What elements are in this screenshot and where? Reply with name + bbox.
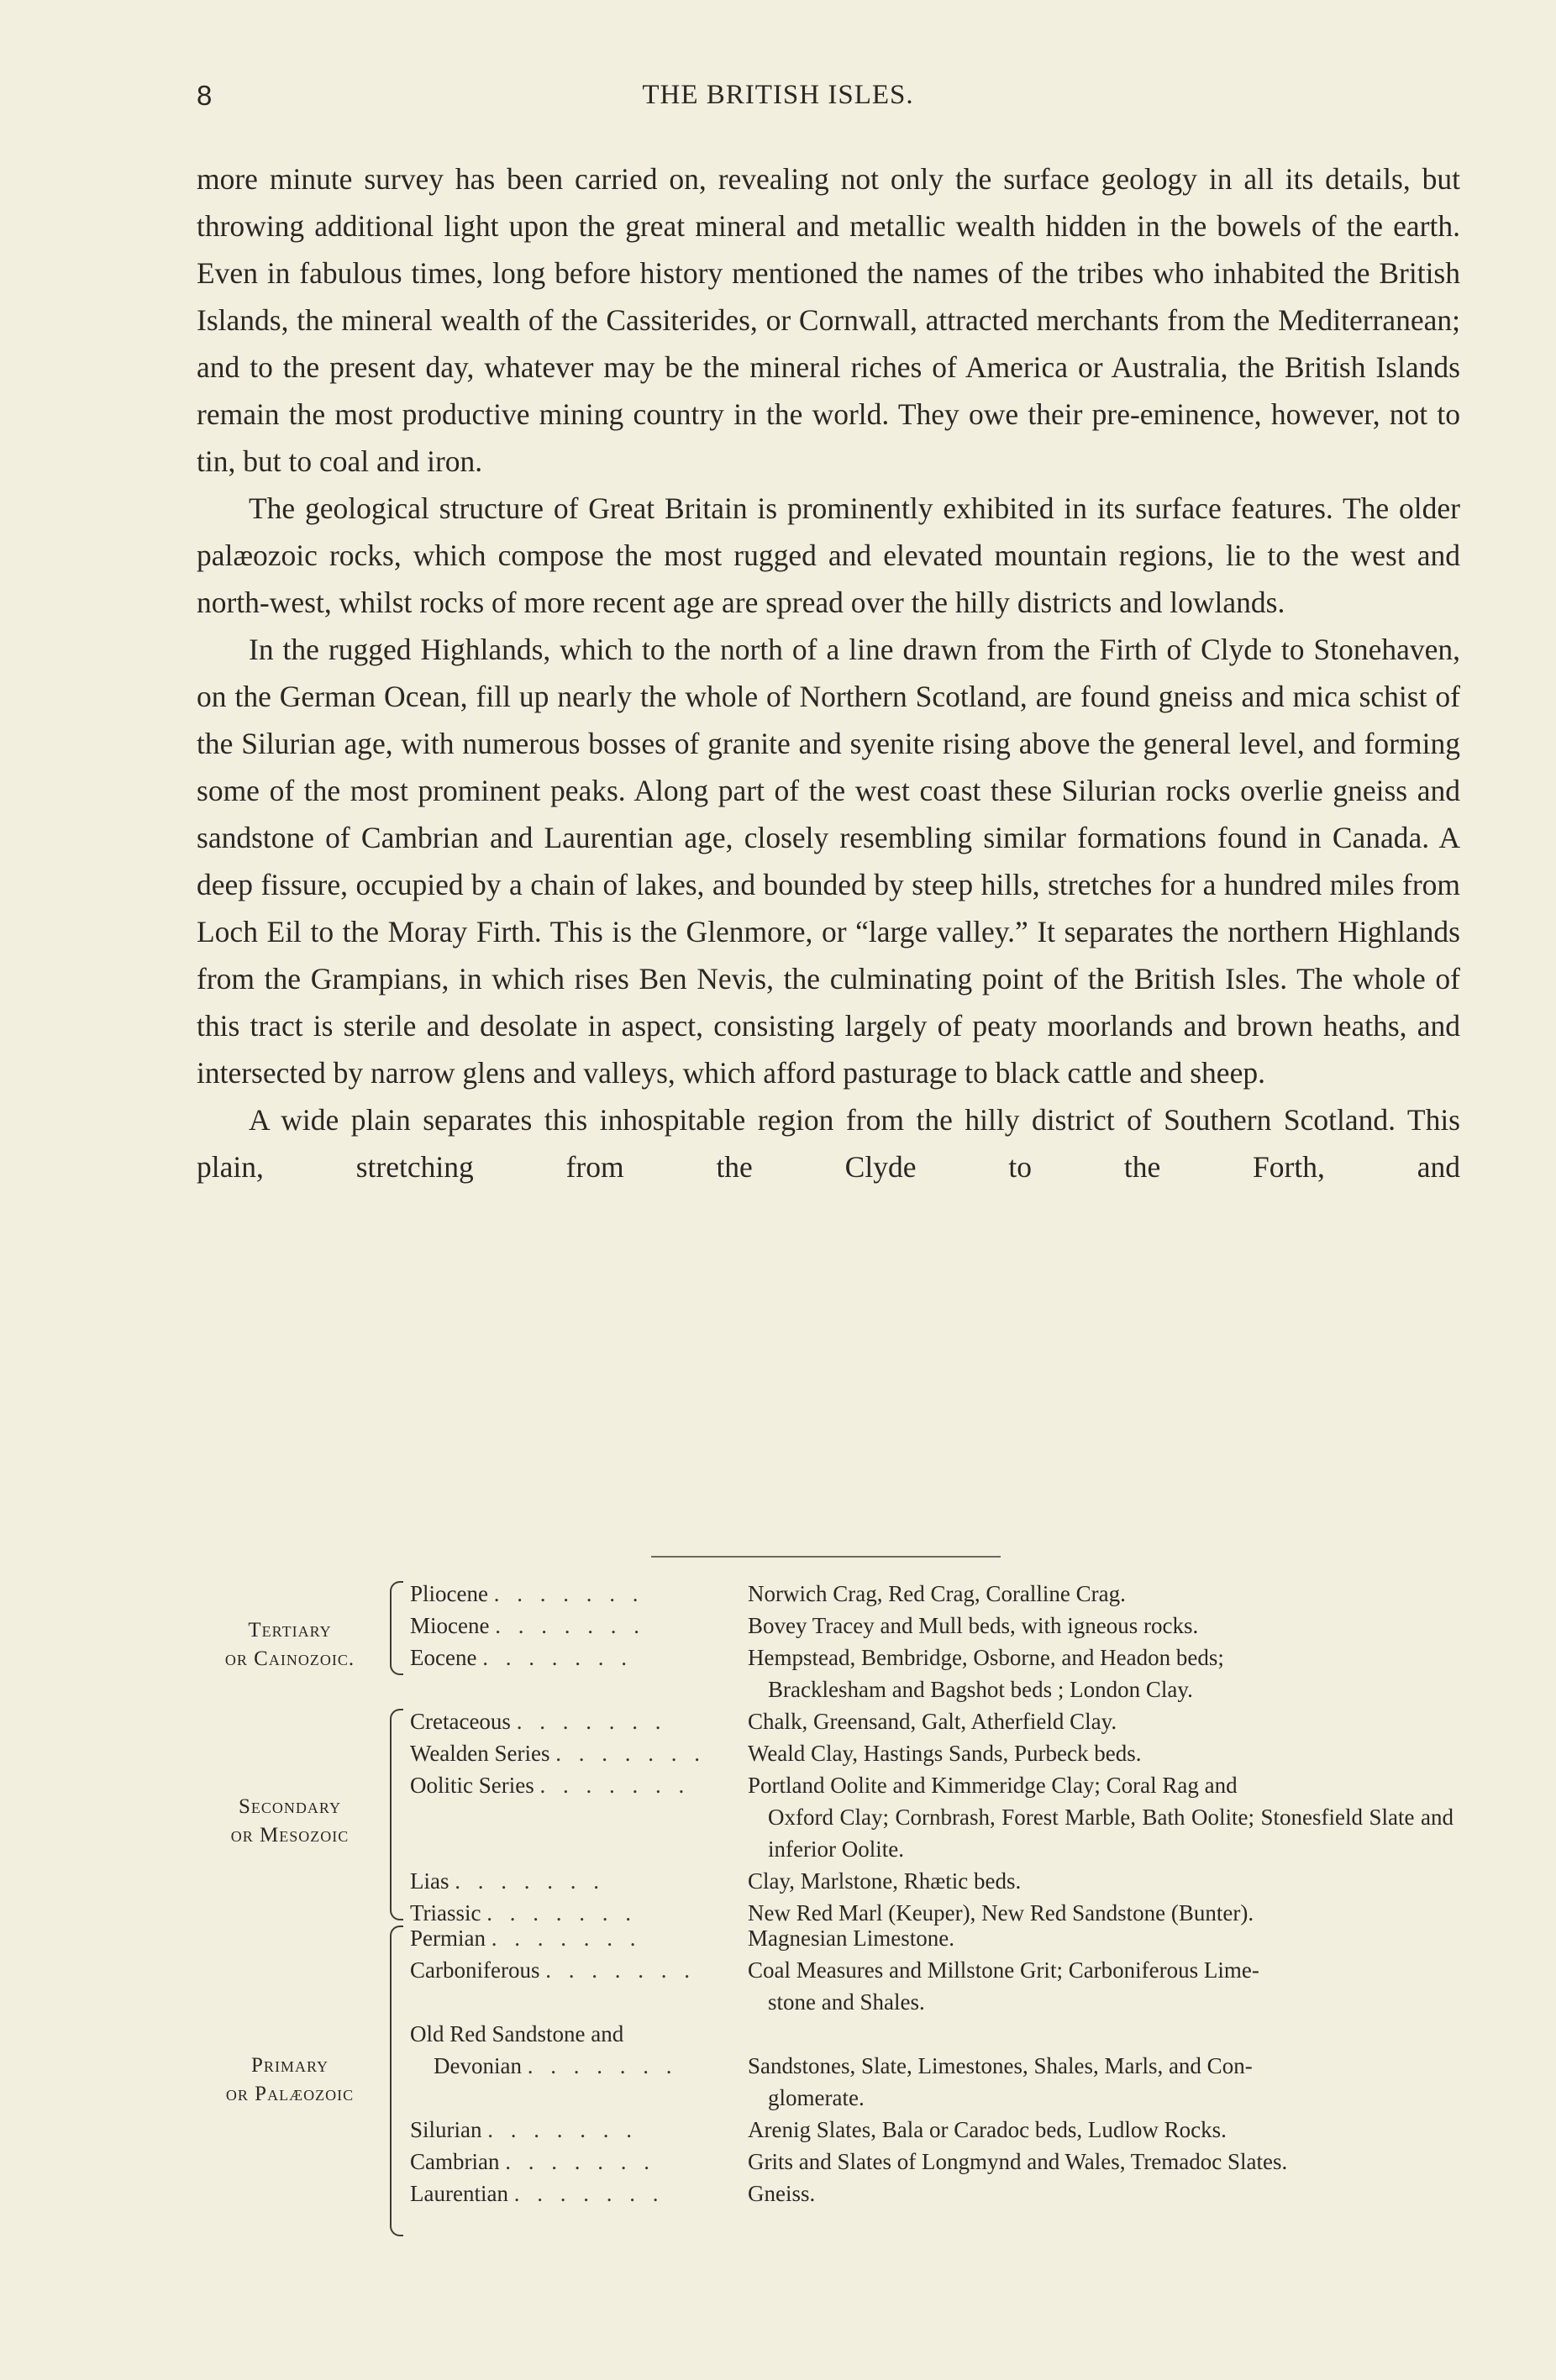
- formation: Silurian . . . . . . .: [410, 2117, 638, 2142]
- formation: Devonian . . . . . . .: [434, 2053, 678, 2078]
- formation: Eocene . . . . . . .: [410, 1645, 633, 1670]
- table-row: [190, 1705, 1467, 1737]
- examples: Grits and Slates of Longmynd and Wales, Tremadoc Slates.: [748, 2149, 1288, 2174]
- formation: Miocene . . . . . . .: [410, 1613, 645, 1638]
- examples: Weald Clay, Hastings Sands, Purbeck beds.: [748, 1741, 1142, 1766]
- examples: Portland Oolite and Kimmeridge Clay; Coral Rag and Oxford Clay; Cornbrash, Forest Marble, Bath Oolite; Stonesfield Slate and inferior Oolite.: [748, 1773, 1453, 1862]
- examples: Bovey Tracey and Mull beds, with igneous rocks.: [748, 1613, 1199, 1638]
- table-row: [190, 1954, 1467, 2018]
- table-row: [190, 1865, 1467, 1897]
- body-text: [197, 155, 1460, 1190]
- formation: Pliocene . . . . . . .: [410, 1581, 644, 1606]
- examples: [748, 2018, 1453, 2050]
- table-row: [190, 2018, 1467, 2050]
- formation: Oolitic Series . . . . . . .: [410, 1773, 691, 1798]
- group-secondary: [190, 1705, 1467, 1926]
- paragraph-4: A wide plain separates this inhospitable region from the hilly district of Southern Scotland. This plain, stretching from the Clyde to the Forth, and: [197, 1103, 1460, 1184]
- section-divider: [651, 1556, 1001, 1558]
- table-row: [190, 1642, 1467, 1705]
- examples: New Red Marl (Keuper), New Red Sandstone (Bunter).: [748, 1900, 1254, 1926]
- formation: Carboniferous . . . . . . .: [410, 1957, 696, 1983]
- examples: Clay, Marlstone, Rhætic beds.: [748, 1868, 1022, 1894]
- examples: Arenig Slates, Bala or Caradoc beds, Ludlow Rocks.: [748, 2117, 1227, 2142]
- formation: Lias . . . . . . .: [410, 1868, 605, 1894]
- table-row: [190, 1922, 1467, 1954]
- examples: Sandstones, Slate, Limestones, Shales, Marls, and Con- glomerate.: [748, 2053, 1253, 2110]
- examples: Norwich Crag, Red Crag, Coralline Crag.: [748, 1581, 1126, 1606]
- paragraph-3: In the rugged Highlands, which to the north of a line drawn from the Firth of Clyde to Stonehaven, on the German Ocean, fill up nearly the whole of Northern Scotland, are found gneiss and mica schist of the Silurian age, with numerous bosses of granite and syenite rising above the general level, and forming some of the most prominent peaks. Along part of the west coast these Silurian rocks overlie gneiss and sandstone of Cambrian and Laurentian age, closely resembling similar formations found in Canada. A deep fissure, occupied by a chain of lakes, and bounded by steep hills, stretches for a hundred miles from Loch Eil to the Moray Firth. This is the Glenmore, or “large valley.” It separates the northern Highlands from the Grampians, in which rises Ben Nevis, the culminating point of the British Isles. The whole of this tract is sterile and desolate in aspect, consisting largely of peaty moorlands and brown heaths, and intersected by narrow glens and valleys, which afford pasturage to black cattle and sheep.: [197, 633, 1460, 1090]
- examples: Coal Measures and Millstone Grit; Carboniferous Lime- stone and Shales.: [748, 1957, 1259, 2015]
- formation: Cambrian . . . . . . .: [410, 2149, 655, 2174]
- table-row: [190, 1769, 1467, 1865]
- table-row: [190, 2178, 1467, 2209]
- paragraph-1: more minute survey has been carried on, revealing not only the surface geology in all its details, but throwing additional light upon the great mineral and metallic wealth hidden in the bowels of the earth. Even in fabulous times, long before history mentioned the names of the tribes who inhabited the British Islands, the mineral wealth of the Cassiterides, or Cornwall, attracted merchants from the Mediterranean; and to the present day, whatever may be the mineral riches of America or Australia, the British Islands remain the most productive mining country in the world. They owe their pre-eminence, however, not to tin, but to coal and iron.: [197, 162, 1460, 478]
- group-label-line: Primary: [251, 2054, 329, 2077]
- group-label-line: or Cainozoic.: [224, 1647, 355, 1670]
- group-label-line: Secondary: [239, 1795, 341, 1818]
- geological-table: [190, 1578, 1467, 2241]
- group-label-line: or Palæozoic: [225, 2083, 355, 2105]
- table-row: [190, 2114, 1467, 2146]
- formation: Wealden Series . . . . . . .: [410, 1741, 707, 1766]
- group-label-line: Tertiary: [248, 1619, 332, 1642]
- table-row: [190, 2050, 1467, 2114]
- paragraph-2: The geological structure of Great Britain is prominently exhibited in its surface features. The older palæozoic rocks, which compose the most rugged and elevated mountain regions, lie to the west and north-west, whilst rocks of more recent age are spread over the hilly districts and lowlands.: [197, 491, 1460, 619]
- formation: Old Red Sandstone and: [410, 2021, 624, 2046]
- page-number: 8: [197, 80, 213, 111]
- formation: Laurentian . . . . . . .: [410, 2181, 665, 2206]
- examples: Magnesian Limestone.: [748, 1926, 954, 1951]
- examples: Hempstead, Bembridge, Osborne, and Headon beds; Bracklesham and Bagshot beds ; London Clay.: [748, 1645, 1224, 1702]
- table-row: [190, 1610, 1467, 1642]
- group-tertiary: [190, 1578, 1467, 1705]
- table-row: [190, 1578, 1467, 1610]
- table-row: [190, 2146, 1467, 2178]
- table-row: [190, 1737, 1467, 1769]
- formation: Triassic . . . . . . .: [410, 1900, 638, 1926]
- examples: Chalk, Greensand, Galt, Atherfield Clay.: [748, 1709, 1117, 1734]
- group-primary: [190, 1922, 1467, 2241]
- running-head: THE BRITISH ISLES.: [642, 80, 914, 110]
- examples: Gneiss.: [748, 2181, 816, 2206]
- formation: Permian . . . . . . .: [410, 1926, 642, 1951]
- formation: Cretaceous . . . . . . .: [410, 1709, 667, 1734]
- group-label-line: or Mesozoic: [230, 1824, 350, 1847]
